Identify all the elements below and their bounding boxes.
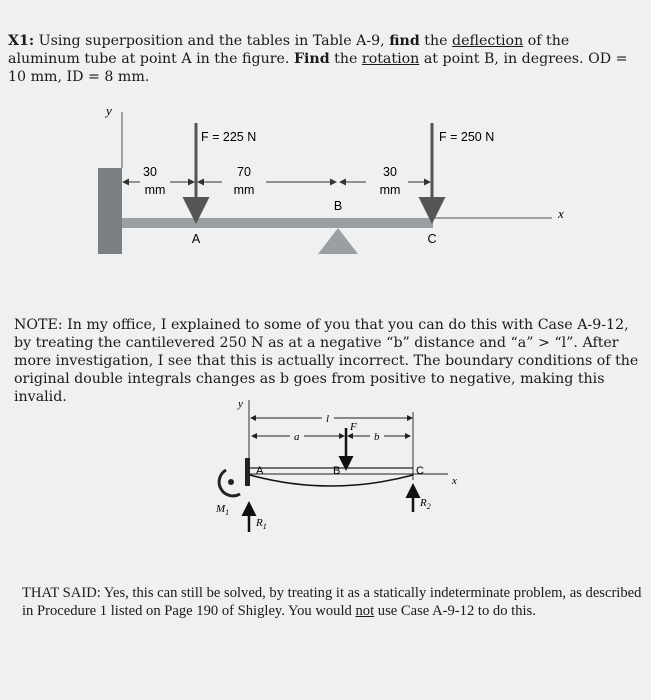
fixed-support bbox=[245, 458, 250, 486]
problem-label: X1: bbox=[8, 33, 35, 49]
force-250-label: F = 250 N bbox=[439, 130, 495, 144]
m1-label: $M_1$ bbox=[216, 503, 230, 517]
case-figure bbox=[0, 395, 651, 555]
r1-label: $R_1$ bbox=[256, 517, 267, 531]
rotation-word: rotation bbox=[361, 51, 420, 67]
dim3-unit: mm bbox=[379, 183, 401, 197]
a-label: a bbox=[294, 431, 300, 443]
not-word: not bbox=[355, 603, 375, 619]
force-225-label: F = 225 N bbox=[201, 130, 257, 144]
problem-text-5: at point B, in degrees. OD = 10 mm, ID = 8 mm. bbox=[8, 51, 628, 85]
b-label: b bbox=[374, 431, 380, 443]
dim1-value: 30 bbox=[143, 165, 157, 179]
deflection-word: deflection bbox=[452, 33, 524, 49]
r2-label: $R_2$ bbox=[420, 497, 431, 511]
that-said-paragraph bbox=[22, 584, 642, 620]
fig1-y-axis-label: y bbox=[106, 103, 112, 118]
fig1-point-a: A bbox=[191, 232, 201, 246]
fig1-x-axis-label: x bbox=[558, 206, 564, 221]
fig1-point-c: C bbox=[427, 232, 437, 246]
problem-text-4: the bbox=[329, 51, 362, 67]
dim3-value: 30 bbox=[383, 165, 397, 179]
that-said-text-1: THAT SAID: Yes, this can still be solved, by treating it as a statically indeterminate problem, as described in Procedure 1 listed on Page 190 of Shigley. You would bbox=[22, 585, 642, 619]
beam-figure bbox=[0, 0, 651, 300]
dim2-unit: mm bbox=[233, 183, 255, 197]
fig2-point-b: B bbox=[333, 465, 341, 477]
deflected-beam bbox=[250, 475, 413, 486]
fig2-point-c: C bbox=[416, 465, 424, 477]
find-word-2: Find bbox=[293, 51, 330, 67]
fig2-point-a: A bbox=[256, 465, 264, 477]
problem-text-1: Using superposition and the tables in Table A-9, bbox=[34, 33, 390, 49]
f-label: F bbox=[350, 421, 357, 433]
dim2-value: 70 bbox=[237, 165, 251, 179]
beam bbox=[122, 218, 433, 228]
that-said-text-2: use Case A-9-12 to do this. bbox=[374, 603, 536, 619]
l-label: l bbox=[326, 413, 330, 425]
fig2-y-axis-label: y bbox=[238, 398, 243, 410]
fig2-x-axis-label: x bbox=[452, 475, 457, 487]
moment-m1-dot bbox=[228, 479, 234, 485]
fixed-wall bbox=[98, 168, 122, 254]
pin-support-b bbox=[318, 228, 358, 254]
problem-text-2: the bbox=[419, 33, 453, 49]
note-paragraph: NOTE: In my office, I explained to some of you that you can do this with Case A-9-12, by treating the cantilevered 250 N as at a negative “b” distance and “a” > “l”. After more investigation, I see that this is actually incorrect. The boundary conditions of the original double integrals changes as b goes from positive to negative, making this invalid. bbox=[14, 317, 639, 405]
dim1-unit: mm bbox=[144, 183, 166, 197]
fig1-point-b: B bbox=[333, 199, 343, 213]
find-word-1: find bbox=[389, 33, 420, 49]
problem-text-3: of the aluminum tube at point A in the figure. bbox=[8, 33, 570, 67]
